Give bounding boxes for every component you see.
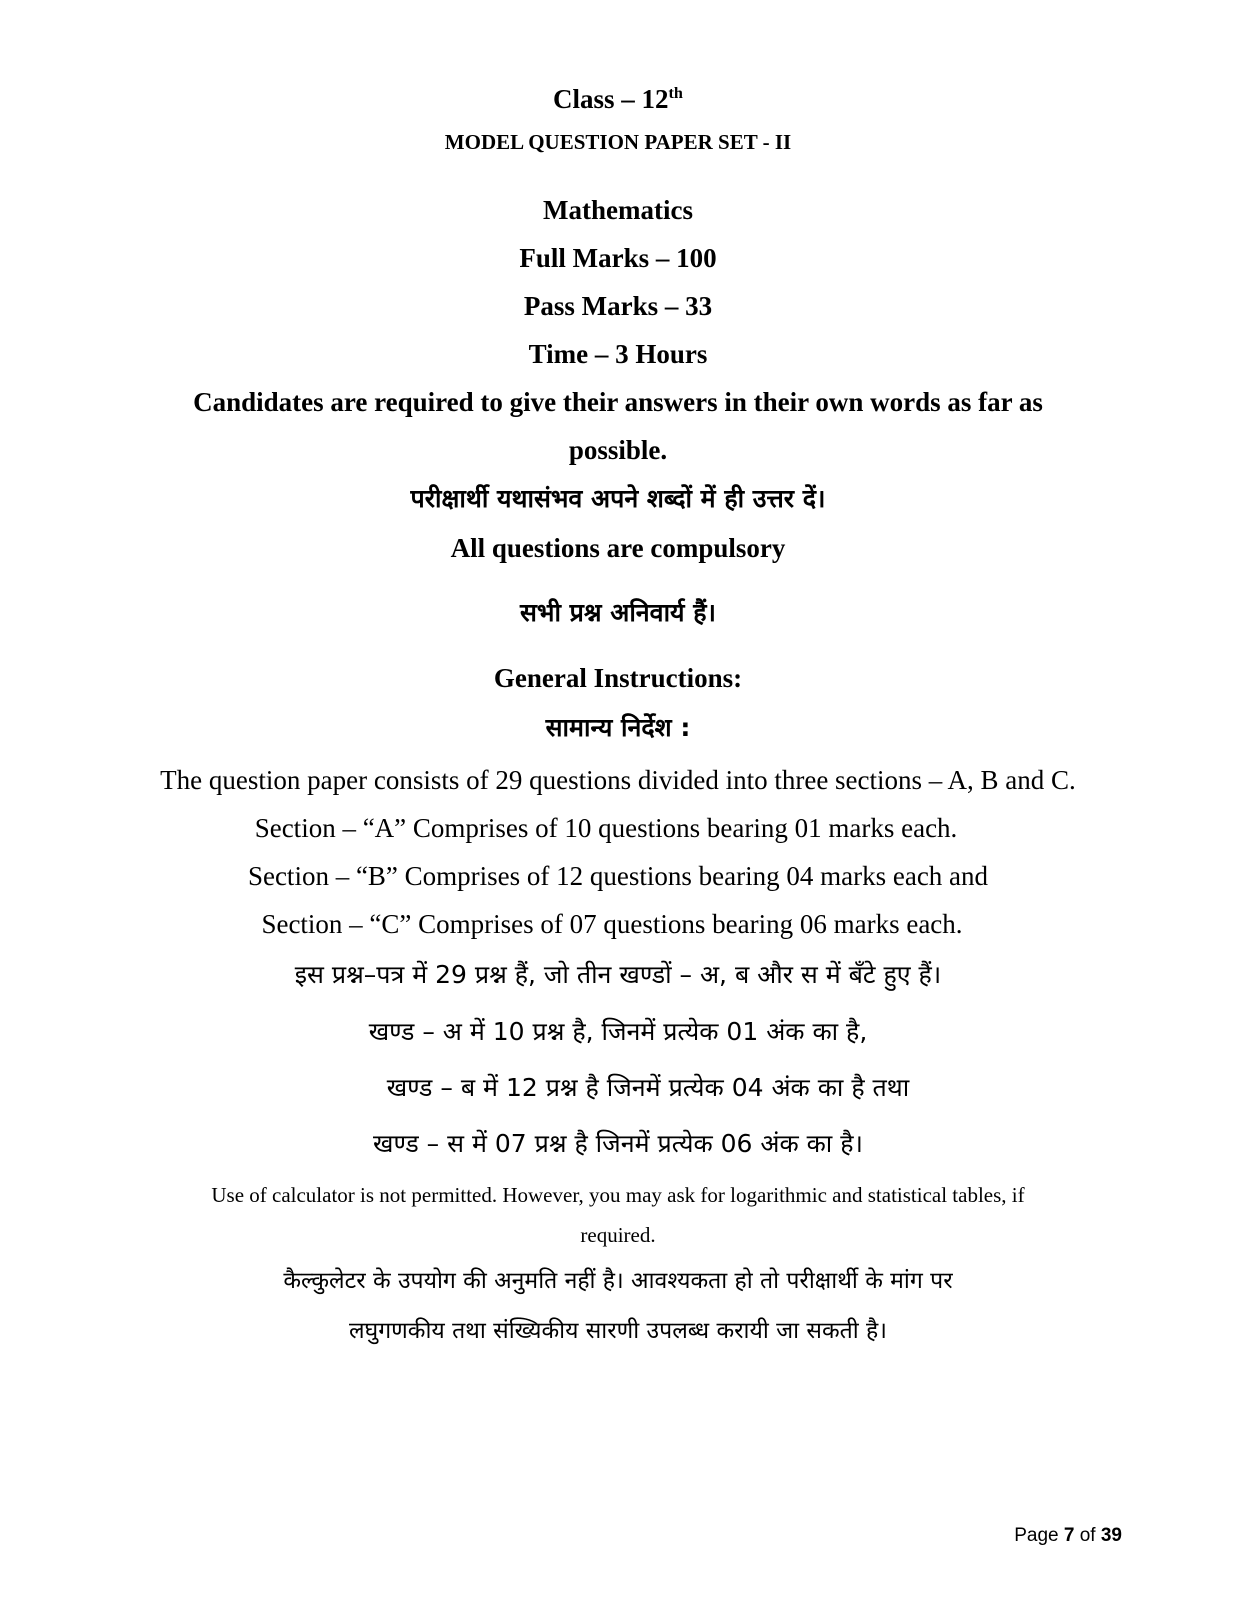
- candidate-note-en-line2: possible.: [568, 435, 668, 465]
- class-label: Class – 12: [553, 84, 669, 114]
- instruction-en-2: Section – “A” Comprises of 10 questions bearing 01 marks each.: [254, 813, 958, 843]
- time-allowed: Time – 3 Hours: [528, 339, 708, 369]
- pass-marks: Pass Marks – 33: [523, 291, 713, 321]
- instruction-en-3: Section – “B” Comprises of 12 questions bearing 04 marks each and: [247, 861, 989, 891]
- calculator-note-en-line1: Use of calculator is not permitted. However, you may ask for logarithmic and statistical tables, if: [211, 1183, 1025, 1207]
- set-title: MODEL QUESTION PAPER SET - II: [444, 130, 792, 154]
- subject-title: Mathematics: [543, 195, 693, 225]
- candidate-note-en-line1: Candidates are required to give their answers in their own words as far as: [193, 387, 1043, 417]
- calculator-note-hi-line2: लघुगणकीय तथा संख्यिकीय सारणी उपलब्ध करायी जा सकती है।: [349, 1318, 887, 1344]
- general-instructions-title-hi: सामान्य निर्देश :: [545, 713, 691, 742]
- general-instructions-title-en: General Instructions:: [493, 663, 743, 693]
- total-pages: 39: [1100, 1525, 1122, 1546]
- instruction-en-1: The question paper consists of 29 questions divided into three sections – A, B and C.: [160, 765, 1076, 795]
- full-marks: Full Marks – 100: [519, 243, 717, 273]
- class-heading: [0, 84, 1236, 115]
- candidate-note-hi: परीक्षार्थी यथासंभव अपने शब्दों में ही उत्तर दें।: [410, 484, 826, 513]
- current-page: 7: [1063, 1525, 1075, 1546]
- instruction-hi-3: खण्ड – ब में 12 प्रश्न है जिनमें प्रत्येक 04 अंक का है तथा: [386, 1073, 910, 1102]
- page-number-footer: [1014, 1525, 1122, 1547]
- calculator-note-en-line2: required.: [580, 1223, 656, 1247]
- compulsory-note-en: All questions are compulsory: [450, 533, 786, 563]
- instruction-hi-2: खण्ड – अ में 10 प्रश्न है, जिनमें प्रत्येक 01 अंक का है,: [368, 1017, 868, 1046]
- instruction-hi-4: खण्ड – स में 07 प्रश्न है जिनमें प्रत्येक 06 अंक का है।: [373, 1129, 863, 1158]
- compulsory-note-hi: सभी प्रश्न अनिवार्य हैं।: [519, 598, 717, 627]
- calculator-note-hi-line1: कैल्कुलेटर के उपयोग की अनुमति नहीं है। आवश्यकता हो तो परीक्षार्थी के मांग पर: [283, 1268, 953, 1294]
- of-label: of: [1079, 1525, 1096, 1546]
- page-label: Page: [1014, 1525, 1059, 1546]
- class-suffix: th: [668, 84, 683, 102]
- instruction-hi-1: इस प्रश्न–पत्र में 29 प्रश्न हैं, जो तीन खण्डों – अ, ब और स में बँटे हुए हैं।: [294, 960, 942, 989]
- instruction-en-4: Section – “C” Comprises of 07 questions bearing 06 marks each.: [261, 909, 963, 939]
